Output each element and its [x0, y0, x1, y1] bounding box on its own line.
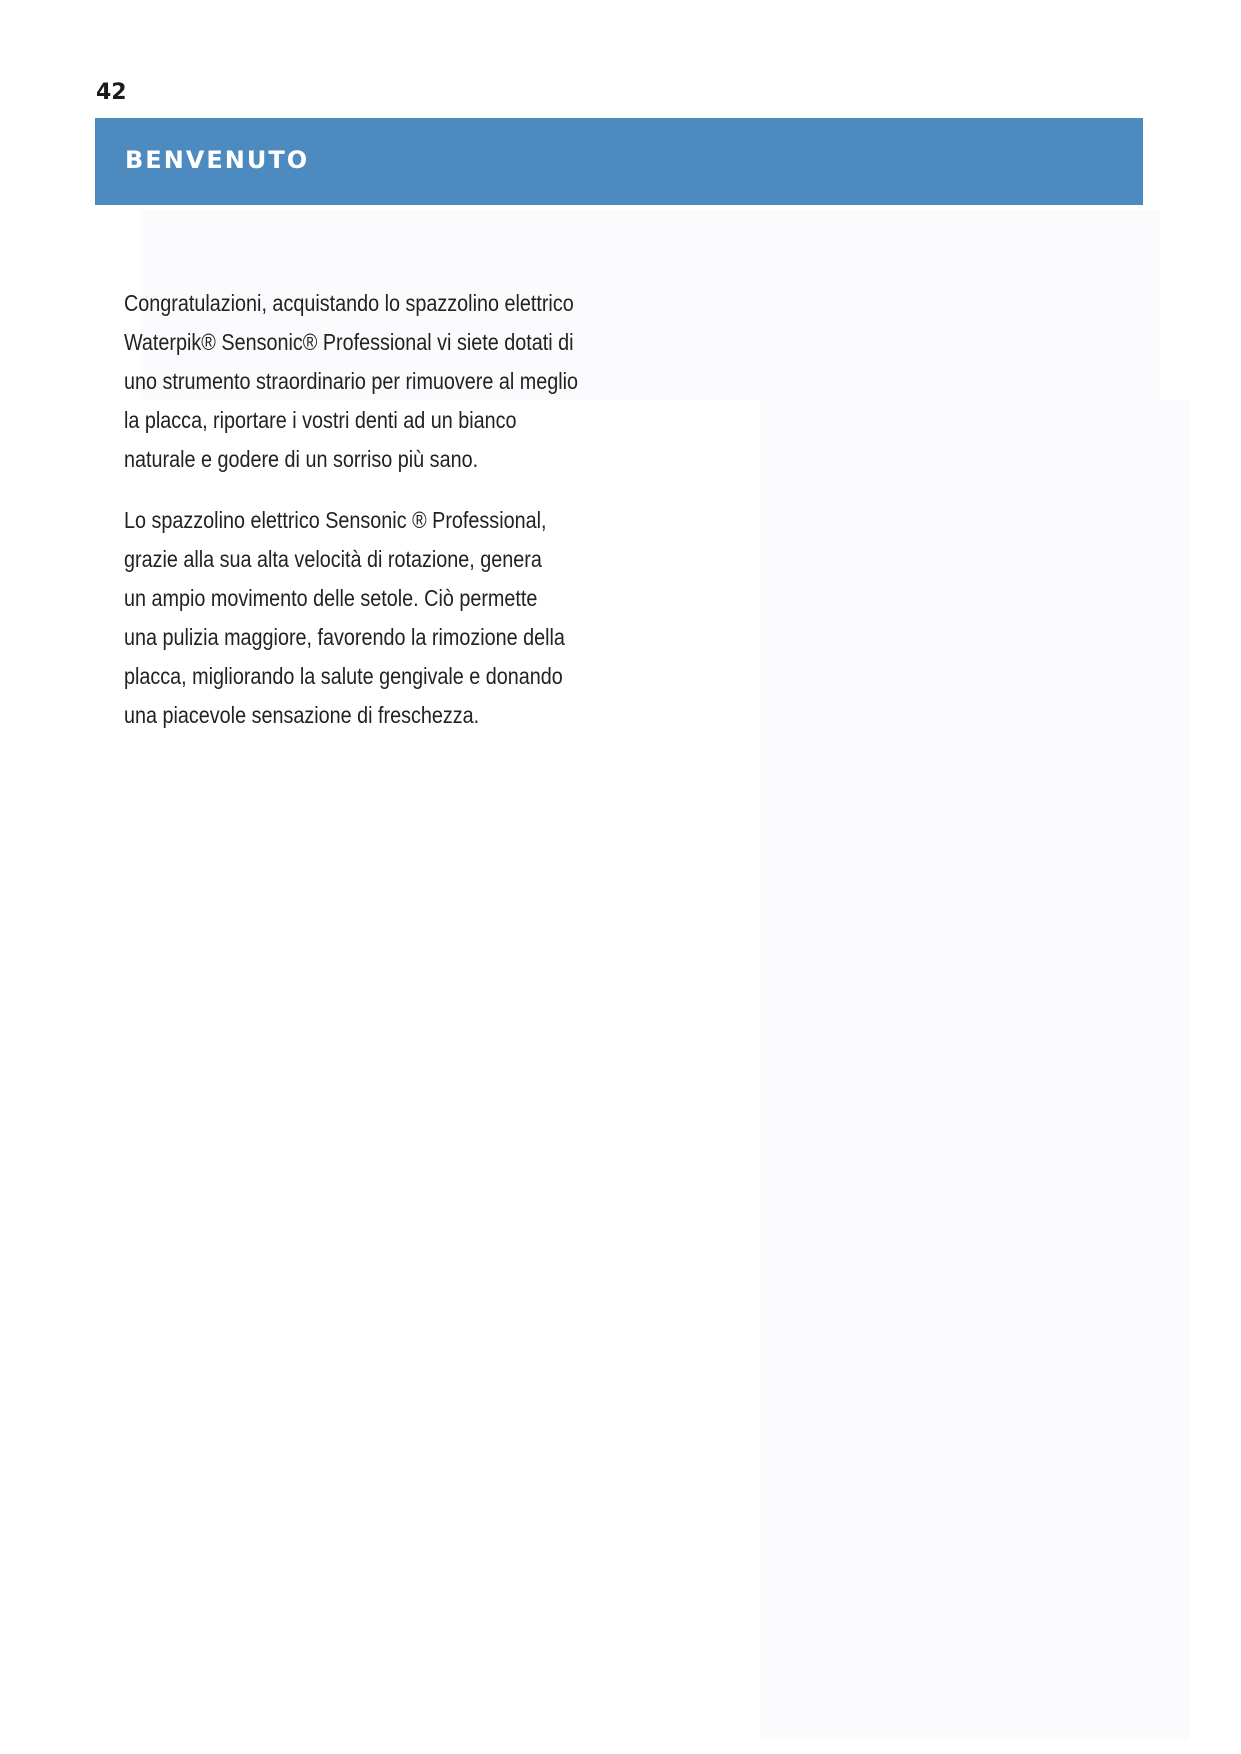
- text-line: la placca, riportare i vostri denti ad un bianco: [124, 407, 517, 433]
- paragraph-description: [124, 501, 644, 735]
- text-line: Waterpik® Sensonic® Professional vi siete dotati di: [124, 329, 574, 355]
- page-number: 42: [96, 80, 127, 105]
- text-line: grazie alla sua alta velocità di rotazione, genera: [124, 546, 542, 572]
- section-header-bar: [95, 118, 1143, 205]
- text-line: placca, migliorando la salute gengivale e donando: [124, 663, 563, 689]
- text-line: una pulizia maggiore, favorendo la rimozione della: [124, 624, 565, 650]
- text-line: uno strumento straordinario per rimuovere al meglio: [124, 368, 579, 394]
- background-shading: [760, 400, 1190, 1740]
- body-text: [124, 284, 644, 757]
- text-line: Congratulazioni, acquistando lo spazzolino elettrico: [124, 290, 574, 316]
- text-line: un ampio movimento delle setole. Ciò permette: [124, 585, 538, 611]
- paragraph-intro: [124, 284, 644, 479]
- section-title: BENVENUTO: [125, 146, 310, 174]
- text-line: una piacevole sensazione di freschezza.: [124, 702, 480, 728]
- text-line: Lo spazzolino elettrico Sensonic ® Professional,: [124, 507, 547, 533]
- text-line: naturale e godere di un sorriso più sano.: [124, 446, 479, 472]
